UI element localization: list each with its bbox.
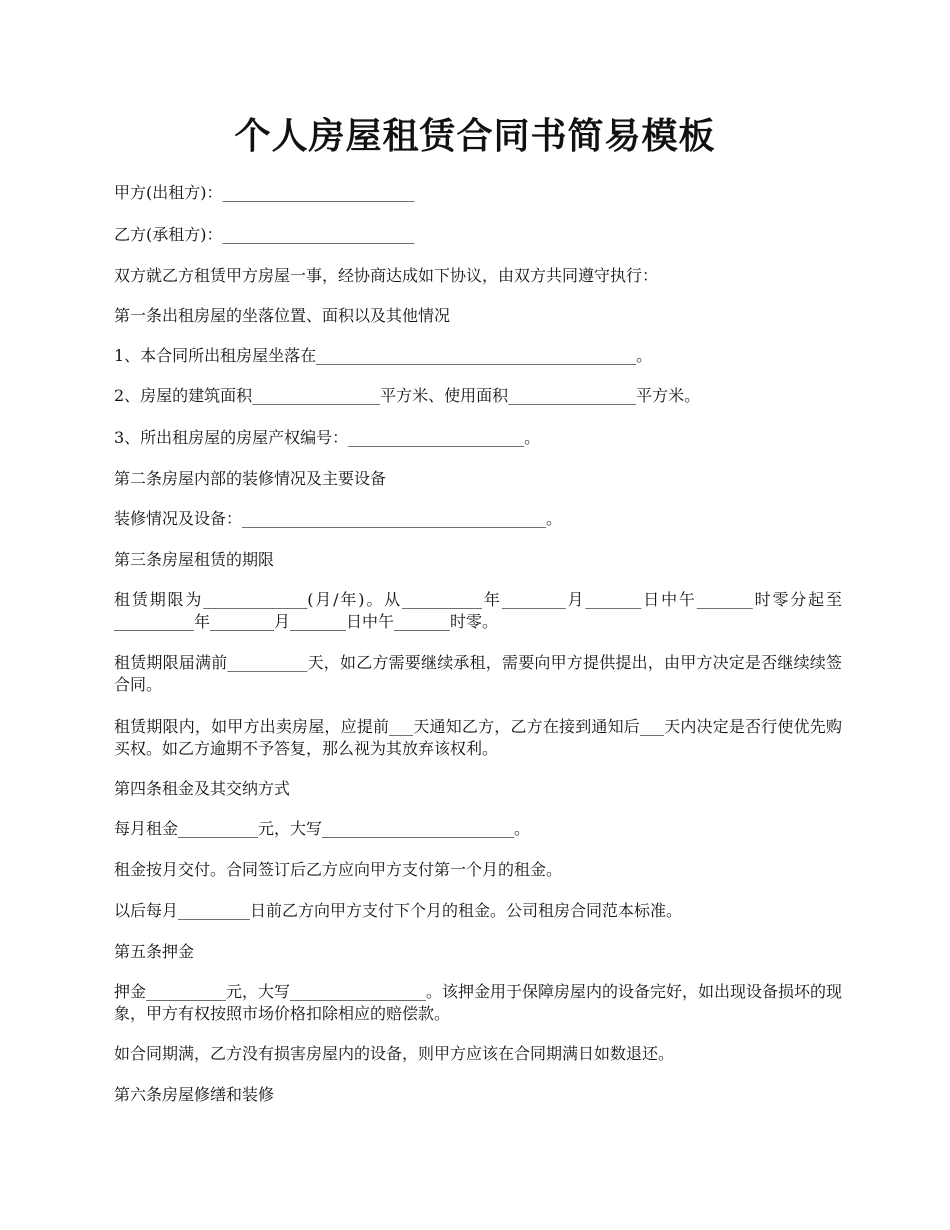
- article-4-monthly-payment: 以后每月_________日前乙方向甲方支付下个月的租金。公司租房合同范本标准。: [114, 901, 683, 920]
- article-4-first-payment: 租金按月交付。合同签订后乙方应向甲方支付第一个月的租金。: [114, 860, 563, 879]
- document-title: 个人房屋租赁合同书简易模板: [234, 115, 716, 157]
- article-5-deposit: 押金__________元，大写_________________。该押金用于保障房屋内的设备完好，如出现设备损坏的现象，甲方有权按照市场价格扣除相应的赔偿款。: [114, 982, 843, 1023]
- article-4-heading: 第四条租金及其交纳方式: [114, 779, 291, 798]
- article-3-term: 租赁期限为_____________(月/年)。从__________年________月_______日中午_______时零分起至__________年________月_______日中午_______时零。: [114, 590, 842, 631]
- party-b-line: 乙方(承租方)：________________________: [114, 225, 415, 244]
- article-3-renewal: 租赁期限届满前__________天，如乙方需要继续承租，需要向甲方提供提出，由甲方决定是否继续续签合同。: [114, 653, 842, 694]
- article-3-sale: 租赁期限内，如甲方出卖房屋，应提前___天通知乙方，乙方在接到通知后___天内决定是否行使优先购买权。如乙方逾期不予答复，那么视为其放弃该权利。: [114, 717, 842, 758]
- article-1-heading: 第一条出租房屋的坐落位置、面积以及其他情况: [114, 306, 451, 325]
- article-5-heading: 第五条押金: [114, 942, 195, 961]
- article-1-clause-3: 3、所出租房屋的房屋产权编号：______________________。: [114, 428, 541, 447]
- article-1-clause-1: 1、本合同所出租房屋坐落在________________________________________。: [114, 346, 653, 365]
- article-5-refund: 如合同期满，乙方没有损害房屋内的设备，则甲方应该在合同期满日如数退还。: [114, 1044, 675, 1063]
- article-2-body: 装修情况及设备：______________________________________。: [114, 509, 563, 528]
- article-4-rent: 每月租金__________元，大写________________________。: [114, 819, 531, 838]
- intro-paragraph: 双方就乙方租赁甲方房屋一事，经协商达成如下协议，由双方共同遵守执行：: [114, 266, 659, 285]
- article-1-clause-2: 2、房屋的建筑面积________________平方米、使用面积________________平方米。: [114, 386, 701, 405]
- article-6-heading: 第六条房屋修缮和装修: [114, 1085, 275, 1104]
- article-2-heading: 第二条房屋内部的装修情况及主要设备: [114, 469, 387, 488]
- article-3-heading: 第三条房屋租赁的期限: [114, 550, 275, 569]
- party-a-line: 甲方(出租方)：________________________: [114, 183, 415, 202]
